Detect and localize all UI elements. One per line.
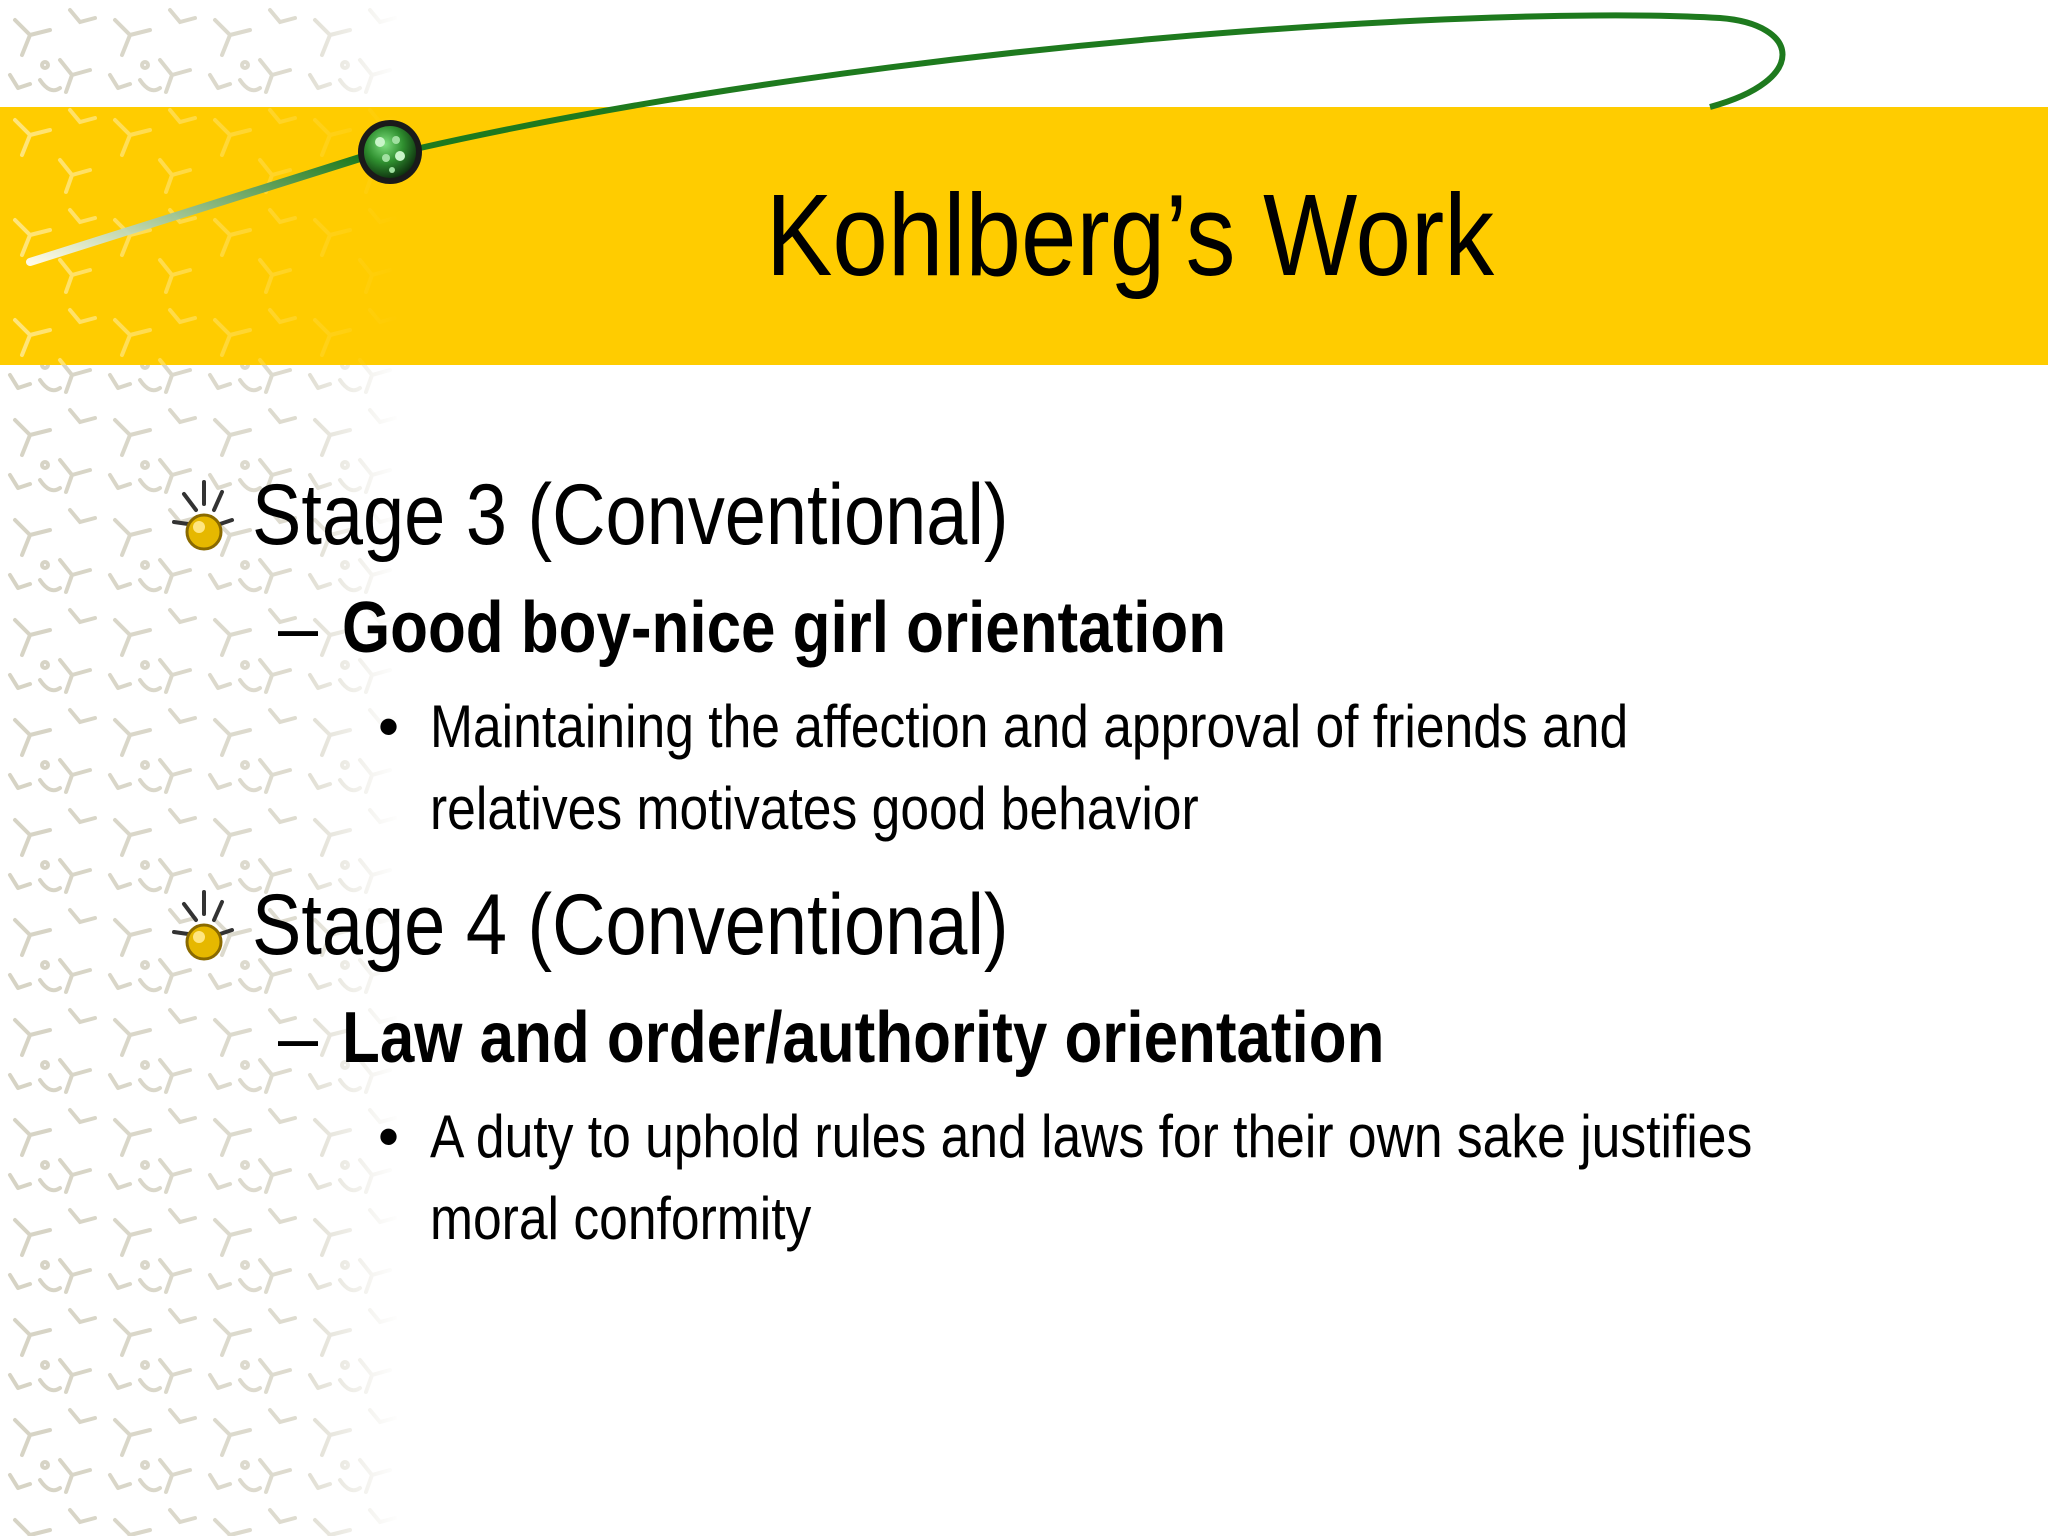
stage-heading: Stage 3 (Conventional) (252, 467, 1009, 563)
orientation-heading: Good boy-nice girl orientation (342, 588, 1227, 668)
slide-content (170, 460, 1990, 1260)
detail-text (430, 686, 1935, 850)
stage-heading: Stage 4 (Conventional) (252, 877, 1009, 973)
bullet-level3-stage4 (170, 1096, 1990, 1260)
sunburst-bullet-icon (170, 886, 240, 972)
detail-text (430, 1096, 1935, 1260)
detail-line: moral conformity (430, 1185, 812, 1252)
dot-marker: • (378, 693, 400, 760)
bullet-level1-stage3 (170, 460, 1990, 578)
bullet-level3-stage3 (170, 686, 1990, 850)
slide-title: Kohlberg’s Work (765, 170, 1495, 300)
dash-marker: – (278, 588, 319, 668)
sunburst-bullet-icon (170, 476, 240, 562)
bullet-level2-stage3 (170, 578, 1990, 686)
detail-line: Maintaining the affection and approval of friends and (430, 693, 1629, 760)
bullet-level2-stage4 (170, 988, 1990, 1096)
bullet-level1-stage4 (170, 870, 1990, 988)
dash-marker: – (278, 998, 319, 1078)
orientation-heading: Law and order/authority orientation (342, 998, 1385, 1078)
detail-line: A duty to uphold rules and laws for their own sake justifies (430, 1103, 1753, 1170)
dot-marker: • (378, 1103, 400, 1170)
green-orb-icon (358, 120, 422, 184)
detail-line: relatives motivates good behavior (430, 775, 1199, 842)
